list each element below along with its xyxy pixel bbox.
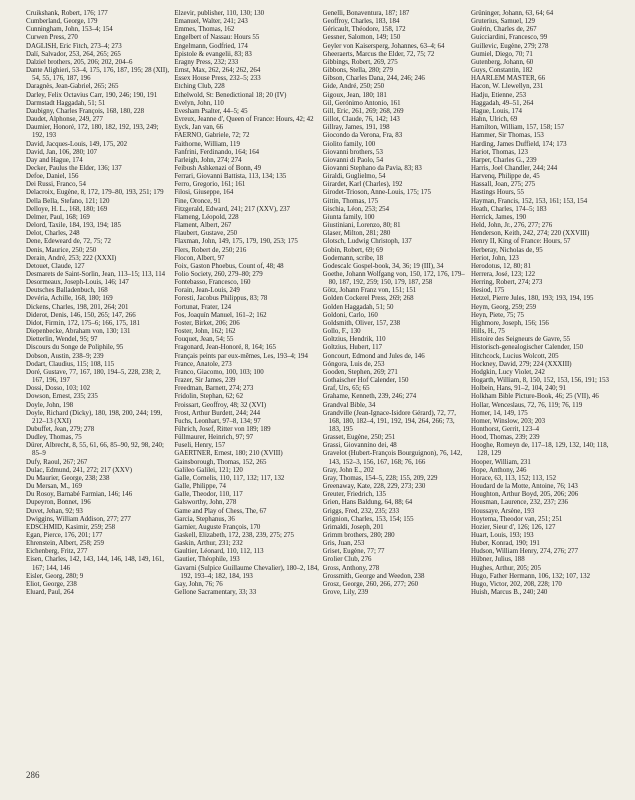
index-entry: Gaskell, Elizabeth, 172, 238, 239, 275; 275 [174,532,294,539]
index-entry: Giovanni di Paolo, 54 [322,156,384,164]
index-entry: Gittin, Thomas, 175 [322,197,379,205]
index-entry: Hayman, Francis, 152, 153, 161; 153, 154 [470,197,588,205]
index-entry: Houdard de la Motte, Antoine, 76; 143 [470,483,578,491]
index-column-2 [174,10,319,758]
index-entry: Epistole & evangelii, 83; 83 [174,50,252,58]
index-entry: Homer, Winslow, 203; 203 [470,417,546,425]
index-entry: Herodotus, 12, 80; 81 [470,262,531,270]
index-entry: GAERTNER, Ernest, 180; 210 (XVIII) [174,450,283,458]
index-entry: Flaubert, Gustave, 250 [174,230,238,238]
index-entry: Fridolin, Stephan, 62; 62 [174,393,244,401]
index-entry: Giustiniani, Lorenzo, 80; 81 [322,222,401,230]
index-entry: Gibbons, Stella, 280; 279 [322,67,393,75]
index-entry: Egan, Pierce, 176, 201; 177 [26,532,103,539]
index-entry: Führich, Josef, Ritter von 189; 189 [174,425,271,433]
index-entry: Gil, Gerónimo Antonio, 161 [322,99,401,107]
index-entry: Evreux, Jeanne d', Queen of France: Hours, 42; 42 [174,116,314,124]
index-entry: Gris, Juan, 253 [322,540,365,548]
index-entry: Folio Society, 260, 279–80; 279 [174,271,263,278]
index-entry: Fragonard, Jean-Honoré, 8, 164; 165 [174,344,276,352]
index-entry: Galle, Theodor, 110, 117 [174,491,243,499]
index-entry: Grove, Lily, 239 [322,589,369,597]
index-entry: Evesham Psalter, 44–5; 45 [174,107,248,115]
index-entry: Housman, Laurence, 232, 237; 236 [470,499,569,507]
index-entry: Cruikshank, Robert, 176; 177 [26,10,108,17]
index-entry: Geyler von Kaisersperg, Johannes, 63–4; 64 [322,42,445,50]
index-entry: Grosz, George, 260, 266, 277; 260 [322,580,419,588]
index-entry: Harris, Joel Chandler, 244; 244 [470,164,558,172]
index-entry: Histoire des Seigneurs de Gavre, 55 [470,336,571,344]
index-entry: Heath, Charles, 174–5; 183 [470,205,547,213]
index-entry: Fuchs, Leonhart, 97–8, 134; 97 [174,417,261,425]
index-entry: Hills, H., 75 [470,328,505,336]
index-entry: Gooden, Stephen, 269; 271 [322,368,398,376]
index-entry: HAARLEM MASTER, 66 [470,75,546,83]
index-entry: Galle, Cornelis, 110, 117, 132; 117, 132 [174,474,285,482]
index-entry: Dene, Edeweard de, 72, 75; 72 [26,238,111,246]
index-entry: Gischia, Léon, 253; 254 [322,205,390,213]
index-entry: Ethelwold, St: Benedictional 18; 20 (IV) [174,91,287,99]
index-entry: Delmer, Paul, 168; 169 [26,213,90,221]
index-entry: Huber, Konrad, 190; 191 [470,540,540,548]
index-column-1 [26,10,171,758]
index-entry: Hood, Thomas, 239; 239 [470,434,540,442]
index-entry: Giocondo da Verona, Fra, 83 [322,132,403,140]
index-entry: Goethe, Johann Wolfgang von, 150, 172, 176, 179–80, 187, 192, 259; 150, 179, 187, 258 [322,271,465,287]
index-entry: Garcia, Stephanus, 36 [174,515,235,523]
index-entry: Daragnès, Jean-Gabriel, 265; 265 [26,83,119,91]
index-entry: Grüninger, Johann, 63, 64; 64 [470,10,554,17]
index-entry: Garnier, Auguste François, 170 [174,523,261,531]
index-entry: Didot, Firmin, 172, 175–6; 166, 175, 181 [26,319,140,327]
index-entry: Henderson, Keith, 242, 274; 220 (XXVIII) [470,230,590,238]
index-entry: Houghton, Arthur Boyd, 205, 206; 206 [470,491,579,499]
index-entry: Gide, André, 250; 250 [322,83,385,91]
index-entry: Du Mersan, M., 169 [26,483,82,491]
index-entry: Heyn, Piete, 75; 75 [470,311,524,319]
index-entry: Grossmith, George and Weedon, 238 [322,572,425,580]
index-entry: Goncourt, Edmond and Jules de, 146 [322,352,425,360]
index-entry: Fos, Joaquín Manuel, 161–2; 162 [174,311,267,319]
index-entry: Dickens, Charles, 198, 201, 264; 201 [26,303,129,311]
index-entry: Dufy, Raoul, 267; 267 [26,458,88,466]
index-entry: Gainsborough, Thomas, 152, 265 [174,458,267,466]
index-entry: Guérin, Charles de, 267 [470,26,537,34]
index-entry: Genelli, Bonaventura, 187; 187 [322,10,410,17]
index-entry: Hadju, Etienne, 253 [470,91,527,99]
index-entry: Holkham Bible Picture-Book, 46; 25 (VII), 46 [470,393,599,401]
index-entry: Dowson, Ernest, 235; 235 [26,393,98,401]
index-entry: Franco, Giacomo, 100, 103; 100 [174,368,264,376]
index-entry: Day and Hague, 174 [26,156,83,164]
index-entry: Dulac, Edmund, 241, 272; 217 (XXV) [26,466,133,474]
index-entry: Hahn, Ulrich, 69 [470,116,518,124]
index-entry: Gibson, Charles Dana, 244, 246; 246 [322,75,425,83]
index-entry: Fitzgerald, Edward, 241; 217 (XXV), 237 [174,205,290,213]
index-entry: Fouquet, Jean, 54; 55 [174,336,234,344]
index-entry: DAGLISH, Eric Fitch, 273–4; 273 [26,42,122,50]
index-entry: Füllmaurer, Heinrich, 97; 97 [174,434,254,442]
index-entry: Daumier, Honoré, 172, 180, 182, 192, 193, 249; 192, 193 [26,124,159,140]
index-entry: Guicciardini, Francesco, 99 [470,34,548,42]
index-entry: Götz, Johann Franz von, 151; 151 [322,287,417,295]
index-entry: Cunningham, John, 153–4; 154 [26,26,113,34]
index-entry: Flocon, Albert, 97 [174,254,225,262]
index-entry: Eluard, Paul, 264 [26,589,74,597]
index-entry: Etching Club, 228 [174,83,225,91]
index-entry: Gaultier, Léonard, 110, 112, 113 [174,548,264,556]
index-entry: Géricault, Théodore, 158, 172 [322,26,406,34]
index-entry: Harvenq, Philippe de, 45 [470,173,540,181]
index-entry: Emmes, Thomas, 162 [174,26,235,34]
index-entry: Doré, Gustave, 77, 167, 180, 194–5, 228, 238; 2, 167, 196, 197 [26,368,161,385]
index-entry: Doyle, Richard (Dicky), 180, 198, 200, 244; 199, 212–13 (XXI) [26,409,163,425]
index-entry: Honthorst, Gerrit, 123–4 [470,425,540,433]
index-entry: Della Bella, Stefano, 121; 120 [26,197,110,205]
index-entry: Flameng, Léopold, 228 [174,213,239,221]
index-entry: Dalziel brothers, 205, 206; 202, 204–6 [26,58,133,66]
index-entry: Ehrenstein, Albert, 258; 259 [26,540,104,548]
index-entry: Derain, André, 253; 222 (XXXI) [26,254,117,262]
index-entry: Grandval Bible, 34 [322,401,376,409]
index-entry: Gautier, Théophile, 193 [174,556,240,564]
index-entry: Grandville (Jean-Ignace-Isidore Gérard), 72, 77, 168, 180, 182–4, 191, 192, 194, 264, 266; 73, 183, 195 [322,409,457,433]
index-entry: Grignion, Charles, 153, 154; 155 [322,515,414,523]
index-column-4 [471,10,616,758]
index-entry: Froissart, Geoffroy, 48; 32 (XVI) [174,401,266,409]
index-entry: Goltzius, Hubert, 117 [322,344,383,352]
index-entry: Deutsches Balladenbuch, 168 [26,287,108,295]
index-entry: Herrick, James, 190 [470,213,527,221]
index-entry: Eisen, Charles, 142, 143, 144, 146, 148, 149, 161, 167; 144, 146 [26,556,164,572]
index-entry: Gollo, F., 130 [322,328,361,336]
index-entry: Herberay, Nicholas de, 95 [470,246,543,254]
index-entry: Girodet-Trioson, Anne-Louis, 175; 175 [322,189,431,197]
index-entry: Detouet, Claude, 127 [26,262,85,270]
index-entry: Giovanni Stephano da Pavia, 83; 83 [322,164,422,172]
index-entry: Hogarth, William, 8, 150, 152, 153, 156, 191; 153 [470,377,609,385]
index-entry: Gravelot (Hubert-François Bourguignon), 76, 142, 143, 152–3, 156, 167, 168; 76, 166 [322,450,463,466]
index-entry: Guillevic, Eugène, 279; 278 [470,42,549,50]
index-entry: Grien, Hans Baldung, 64, 88; 64 [322,499,413,507]
index-entry: Gibbings, Robert, 269, 275 [322,58,398,66]
index-entry: Delloye, H. L., 168, 180; 169 [26,205,108,213]
index-entry: Harper, Charles G., 239 [470,156,537,164]
index-entry: Gheeraerts, Marcus the Elder, 72, 75; 72 [322,50,435,58]
index-entry: Flament, Albert, 267 [174,222,232,230]
index-entry: Darmstadt Haggadah, 51; 51 [26,99,106,107]
index-entry: Giovanni brothers, 53 [322,148,383,156]
index-entry: Fine, Oronce, 91 [174,197,221,205]
index-entry: Eichenberg, Fritz, 277 [26,548,88,556]
index-entry: Dante Alighieri, 53–4, 175, 176, 187, 195; 28 (XII), 54, 55, 176, 187, 196 [26,67,170,83]
index-entry: Dalí, Salvador, 253, 264, 265; 265 [26,50,121,58]
index-entry: Dupeyron, Bonnet, 196 [26,499,91,507]
index-entry: Godescalc Gospel-book, 34, 36; 19 (III), 34 [322,262,444,270]
index-entry: Cumberland, George, 179 [26,18,98,26]
index-entry: Engelmann, Godfried, 174 [174,42,248,50]
index-entry: Diderot, Denis, 146, 150, 265; 147, 266 [26,311,136,319]
index-entry: Hague, Louis, 174 [470,107,522,115]
index-entry: Gessner, Salomon, 149; 150 [322,34,401,42]
index-entry: Hooghe, Romeyn de, 117–18, 129, 132, 140; 118, 128, 129 [470,442,609,458]
index-entry: Dubuffet, Jean, 279; 278 [26,425,95,433]
index-entry: Gutenberg, Johann, 60 [470,58,534,66]
index-entry: Heriot, John, 123 [470,254,519,262]
index-entry: Darley, Felix Octavius Carr, 190, 246; 190, 191 [26,91,158,99]
index-entry: Harding, James Duffield, 174; 173 [470,140,567,148]
index-entry: David, Jacques-Louis, 149, 175, 202 [26,140,128,148]
index-entry: Gellone Sacramentary, 33; 33 [174,589,257,597]
index-entry: Faithorne, William, 119 [174,140,240,148]
index-entry: Goldsmith, Oliver, 157, 238 [322,319,401,327]
index-entry: Haggadah, 49–51, 264 [470,99,534,107]
index-entry: Hamilton, William, 157, 158; 157 [470,124,565,132]
index-entry: Góngora, Luis de, 253 [322,360,385,368]
index-entry: Goltzius, Hendrik, 110 [322,336,386,344]
index-entry: Feibush Ashkenazi of Bonn, 49 [174,164,262,172]
index-entry: Gruterius, Samuel, 129 [470,18,535,26]
index-entry: Dobson, Austin, 238–9; 239 [26,352,104,360]
index-entry: Girardet, Karl (Charles), 192 [322,181,403,189]
index-entry: Foster, John, 162; 162 [174,328,236,336]
index-entry: Eisler, Georg, 280; 9 [26,572,84,580]
index-entry: Discours du Songe de Poliphile, 95 [26,344,124,352]
index-entry: Eliot, George, 238 [26,580,77,588]
index-entry: Desmarets de Saint-Sorlin, Jean, 113–15; 113, 114 [26,271,166,278]
index-entry: Gray, Thomas, 154–5, 228; 155, 209, 229 [322,474,438,482]
index-entry: Giolito family, 100 [322,140,376,148]
index-entry: Huart, Louis, 193; 193 [470,532,534,539]
index-entry: Engelbert of Nassau: Hours 55 [174,34,260,42]
index-entry: Hughes, Arthur, 205; 205 [470,564,541,572]
index-entry: Huish, Marcus B., 240; 240 [470,589,548,597]
index-entry: Defoe, Daniel, 156 [26,173,79,181]
index-entry: Game and Play of Chess, The, 67 [174,507,267,515]
index-entry: Goldoni, Carlo, 160 [322,311,378,319]
index-entry: Hooper, William, 231 [470,458,531,466]
index-entry: David, Jan, 106, 280; 107 [26,148,98,156]
index-entry: Filosi, Giuseppe, 164 [174,189,234,197]
index-entry: Galsworthy, John, 278 [174,499,237,507]
index-entry: Dei Russi, Franco, 54 [26,181,86,189]
index-entry: Gillray, James, 191, 198 [322,124,390,132]
index-entry: Gross, Anthony, 278 [322,564,380,572]
index-entry: Grimm brothers, 280; 280 [322,532,395,539]
index-entry: Hastings Hours, 55 [470,189,525,197]
index-entry: Denis, Maurice, 250; 250 [26,246,97,254]
index-entry: Doyle, John, 198 [26,401,74,409]
index-entry: Gigoux, Jean, 180; 181 [322,91,387,99]
index-entry: Hesiod, 175 [470,287,505,295]
index-entry: France, Anatole, 273 [174,360,232,368]
index-entry: Hacon, W. Llewellyn, 231 [470,83,544,91]
index-entry: Devéria, Achille, 168, 180; 169 [26,295,113,303]
index-entry: Daudet, Alphonse, 249, 277 [26,116,103,124]
index-entry: Heym, Georg, 259; 259 [470,303,537,311]
index-entry: Hassall, Joan, 275; 275 [470,181,536,189]
index-entry: Hope, Anthony, 246 [470,466,527,474]
index-entry: Curwen Press, 270 [26,34,78,42]
index-entry: Dodart, Claudius, 115; 108, 115 [26,360,115,368]
index-entry: Glotsch, Ludwig Christoph, 137 [322,238,412,246]
index-entry: Ferro, Gregorio, 161; 161 [174,181,246,189]
index-entry: Elzevir, publisher, 110, 130; 130 [174,10,265,17]
index-entry: Dietterlin, Wendel, 95; 97 [26,336,98,344]
index-entry: Historisch-genealogischer Calender, 150 [470,344,584,352]
index-entry: Golden Haggadah, 51; 50 [322,303,394,311]
index-entry: Essex House Press, 232–5; 233 [174,75,261,83]
index-entry: Hugo, Father Hermann, 106, 132; 107, 132 [470,572,591,580]
index-entry: Gothaischer Hof Calender, 150 [322,377,409,385]
index-entry: Freedman, Barnett, 274; 273 [174,385,254,393]
index-entry: Hudson, William Henry, 274, 276; 277 [470,548,579,556]
index-entry: Duvet, Jehan, 92; 93 [26,507,83,515]
index-entry: Fortunat, Frater, 124 [174,303,232,311]
index-entry: Hübner, Julius, 188 [470,556,525,564]
index-entry: Grimaldi, Joseph, 201 [322,523,384,531]
index-entry: Grahame, Kenneth, 239, 246; 274 [322,393,417,401]
index-entry: Golden Cockerel Press, 269; 268 [322,295,414,303]
index-entry: Delord, Taxile, 184, 193, 194; 185 [26,222,121,230]
index-entry: Highmore, Joseph, 156; 156 [470,319,549,327]
index-entry: Geoffroy, Charles, 183, 184 [322,18,400,26]
index-entry: Griggs, Fred, 232, 235; 233 [322,507,400,515]
index-entry: Guys, Constantin, 182 [470,67,533,75]
index-entry: Eragny Press, 232; 233 [174,58,239,66]
index-entry: Griset, Eugène, 77; 77 [322,548,385,556]
index-entry: Fanfrini, Ferdinando, 164; 164 [174,148,260,156]
index-entry: Flers, Robert de, 250; 216 [174,246,247,254]
index-entry: Galileo Galilei, 121; 120 [174,466,243,474]
index-entry: Dudley, Thomas, 75 [26,434,82,442]
index-entry: Fuseli, Henry, 157 [174,442,226,450]
index-entry: Gumiel, Diego, 70; 71 [470,50,533,58]
index-entry: Henry II, King of France: Hours, 57 [470,238,571,246]
index-entry: Flaxman, John, 149, 175, 179, 190, 253; 175 [174,238,298,246]
index-entry: Desormeaux, Joseph-Louis, 146; 147 [26,279,129,287]
index-entry: Hariot, Thomas, 123 [470,148,528,156]
index-entry: Dossi, Dosso, 103; 102 [26,385,91,393]
index-entry: Godemann, scribe, 18 [322,254,384,262]
index-entry: Giraldi, Guglielmo, 54 [322,173,386,181]
index-entry: Dwiggins, William Addison, 277; 277 [26,515,131,523]
index-entry: Foresti, Jacobus Philippus, 83; 78 [174,295,268,303]
index-entry: Holbein, Hans, 91–2, 104, 240; 91 [470,385,567,393]
index-entry: Decker, Paulus the Elder, 136; 137 [26,164,122,172]
index-entry: Homer, 14, 149, 175 [470,409,528,417]
index-column-3 [323,10,468,758]
index-entry: Dürer, Albrecht, 8, 55, 61, 66, 85–90, 92, 98, 240; 85–9 [26,442,164,458]
index-entry: Gobin, Robert, 69; 69 [322,246,383,254]
index-entry: Hodgkin, Lucy Violet, 242 [470,368,545,376]
index-entry: Gay, John, 76; 76 [174,580,223,588]
index-entry: Grolier Club, 276 [322,556,372,564]
index-entry: Hoytema, Theodor van, 251; 251 [470,515,563,523]
index-entry: Held, John, Jr., 276, 277; 276 [470,222,553,230]
index-entry: Herring, Robert, 274; 273 [470,279,543,287]
index-entry: Eyck, Jan van, 66 [174,124,224,132]
index-entry: Daubigny, Charles François, 168, 180, 228 [26,107,145,115]
index-entry: Du Maurier, George, 238; 238 [26,474,110,482]
index-entry: Grassi, Giovannino dei, 48 [322,442,397,450]
index-entry: Hugo, Victor, 202, 208, 228; 170 [470,580,562,588]
index-entry: Emanuel, Walter, 241; 243 [174,18,248,26]
index-entry: Hitchcock, Lucius Wolcott, 205 [470,352,559,360]
index-entry: Horace, 63, 113, 152; 113, 152 [470,474,557,482]
index-entry: Giunta family, 100 [322,213,375,221]
index-entry: Ernst, Max, 262, 264; 262, 264 [174,67,261,75]
index-entry: Galle, Philippe, 74 [174,483,227,491]
page-number: 286 [26,770,40,780]
index-entry: Greuter, Friedrich, 135 [322,491,386,499]
index-entry: Ferrari, Giovanni Battista, 113, 134; 135 [174,173,287,181]
index-entry: Farleigh, John, 274; 274 [174,156,242,164]
index-entry: Gillot, Claude, 76, 142; 143 [322,116,400,124]
index-entry: Graf, Urs, 65; 65 [322,385,370,393]
index-entry: Glaser, Milton, 281; 280 [322,230,391,238]
index-entry: Diepenbecke, Abraham von, 130; 131 [26,328,131,336]
index-entry: Grasset, Eugène, 250; 251 [322,434,396,442]
index-entry: Delot, Charles, 248 [26,230,80,238]
index-entry: Gavarni (Sulpice Guillaume Chevalier), 180–2, 184, 192, 193–4; 182, 184, 193 [174,564,319,580]
index-entry: Hammer, Sir Thomas, 153 [470,132,544,140]
index-entry: Gill, Eric, 261, 269; 268, 269 [322,107,404,115]
index-entry: FAERNO, Gabriele, 72; 72 [174,132,250,140]
index-entry: Frost, Arthur Burdett, 244; 244 [174,409,261,417]
index-entry: Evelyn, John, 110 [174,99,224,107]
index-columns [26,10,616,758]
index-entry: Greenaway, Kate, 228, 229, 273; 230 [322,483,426,491]
index-entry: Hozier, Sieur d', 126; 126, 127 [470,523,556,531]
index-entry: EDSCHMID, Kasimir, 259; 258 [26,523,116,531]
index-entry: Fontebasso, Francesco, 160 [174,279,251,287]
index-entry: Houssaye, Arsène, 193 [470,507,535,515]
index-entry: Hollar, Wenceslaus, 72, 76, 119; 76, 119 [470,401,583,409]
index-entry: Frazer, Sir James, 239 [174,377,236,385]
index-entry: Hetzel, Pierre Jules, 180, 193; 193, 194, 195 [470,295,594,303]
index-entry: Delacroix, Eugène, 8, 172, 179–80, 193, 251; 179 [26,189,164,197]
index-entry: Foster, Birket, 206; 206 [174,319,240,327]
index-entry: Forain, Jean-Louis, 249 [174,287,240,295]
index-entry: Du Rosoy, Barnabé Farmian, 146; 146 [26,491,133,499]
index-entry: Foix, Gaston Phoebus, Count of, 48; 48 [174,262,284,270]
index-entry: Hockney, David, 279; 224 (XXXIII) [470,360,572,368]
index-entry: Herrera, José, 123; 122 [470,271,536,278]
index-entry: Gaskin, Arthur, 231; 232 [174,540,243,548]
index-entry: Gray, John E., 202 [322,466,374,474]
index-entry: Français peints par eux-mêmes, Les, 193–4; 194 [174,352,308,360]
